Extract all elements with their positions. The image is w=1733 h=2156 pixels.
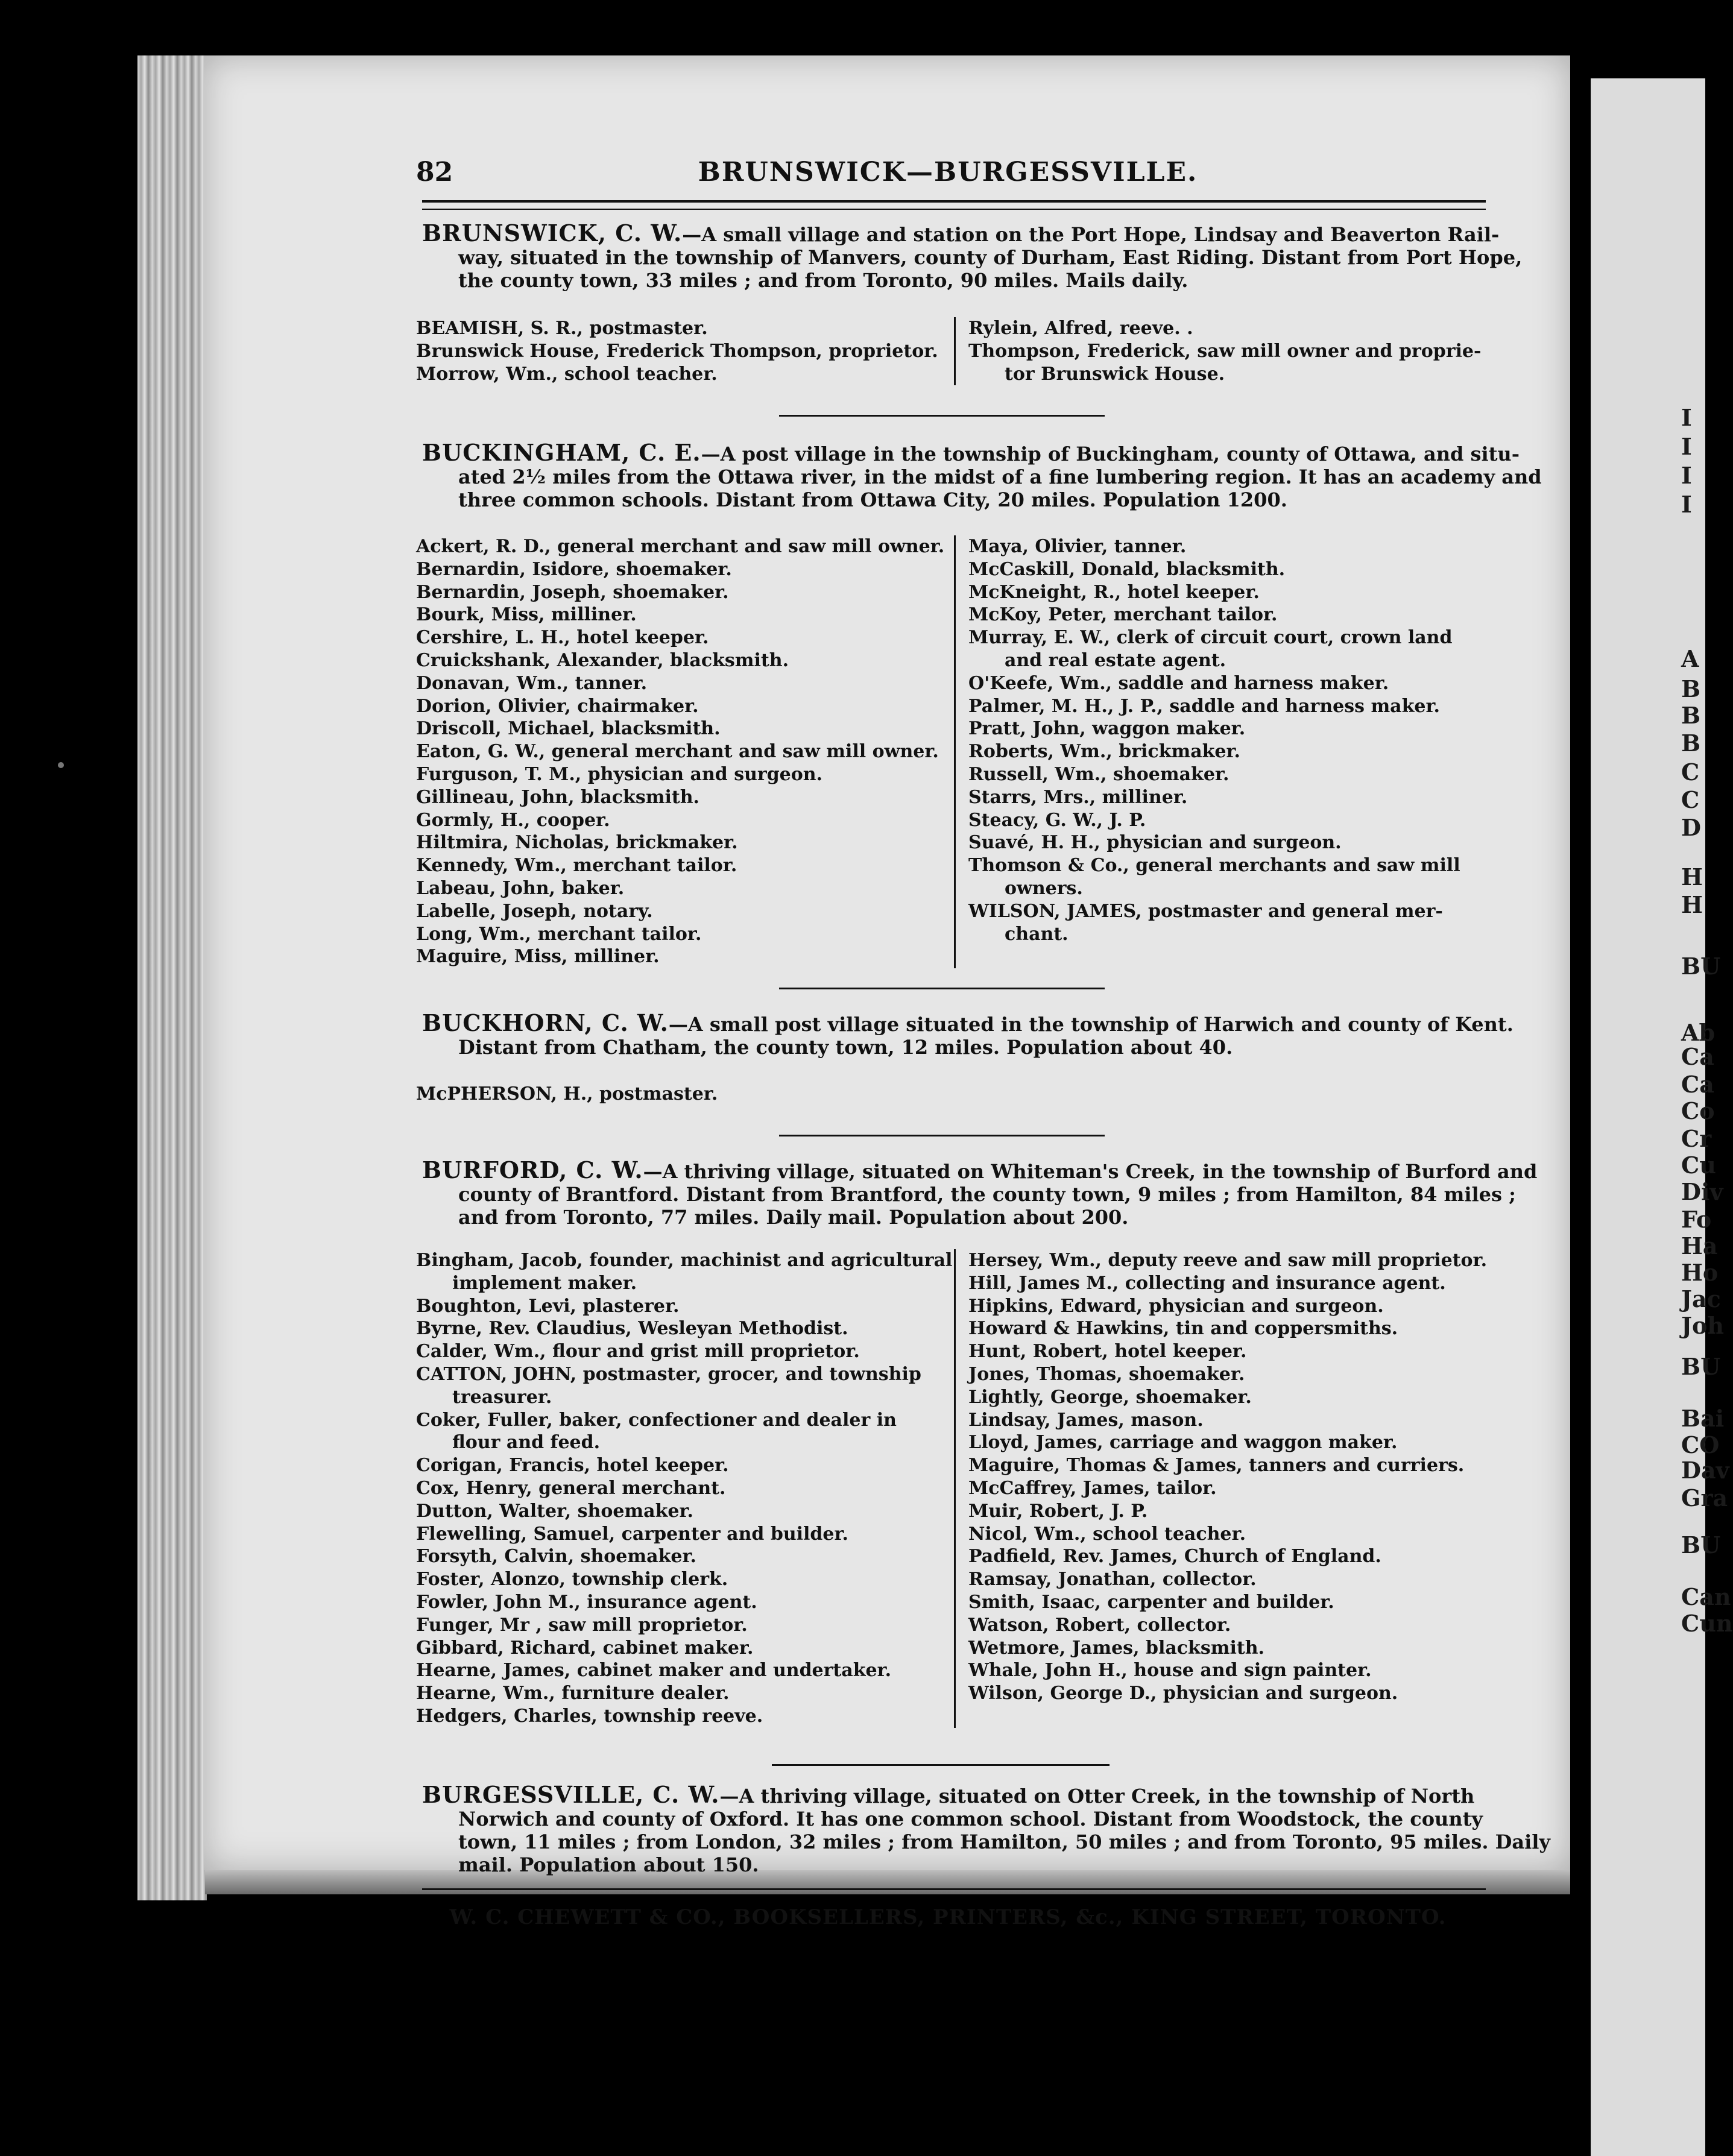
next-page-fragment: B	[1681, 702, 1701, 729]
listing-line: Palmer, M. H., J. P., saddle and harness maker.	[968, 695, 1440, 717]
listing-line: Labelle, Joseph, notary.	[416, 900, 653, 922]
next-page-fragment: C	[1681, 758, 1700, 786]
intro-line: Norwich and county of Oxford. It has one common school. Distant from Woodstock, the county	[458, 1808, 1483, 1830]
listing-line: Hiltmira, Nicholas, brickmaker.	[416, 832, 738, 854]
listing-column-left	[416, 535, 945, 968]
column-divider	[954, 1249, 956, 1728]
running-title: BRUNSWICK—BURGESSVILLE.	[698, 157, 1198, 188]
next-page-fragment: C	[1681, 786, 1700, 813]
next-page-fragment: Can	[1681, 1583, 1731, 1610]
next-page-fragment: B	[1681, 730, 1701, 757]
intro-line: —A thriving village, situated on Whiteman's Creek, in the township of Burford and	[643, 1160, 1538, 1183]
listing-line: Coker, Fuller, baker, confectioner and dealer in	[416, 1409, 897, 1431]
listing-line: Dorion, Olivier, chairmaker.	[416, 695, 699, 717]
next-page-fragment: BU	[1681, 1353, 1721, 1380]
intro-line: county of Brantford. Distant from Brantford, the county town, 9 miles ; from Hamilton, 84 miles ;	[458, 1183, 1516, 1206]
intro-line: way, situated in the township of Manvers, county of Durham, East Riding. Distant from Port Hope,	[458, 246, 1523, 269]
listing-line: implement maker.	[452, 1272, 637, 1294]
header-rule	[422, 200, 1486, 210]
listing-line: Driscoll, Michael, blacksmith.	[416, 718, 721, 740]
listing-line: McKneight, R., hotel keeper.	[968, 581, 1260, 603]
listing-line: Dutton, Walter, shoemaker.	[416, 1500, 693, 1522]
entry-buckingham-intro	[422, 439, 1542, 511]
next-page-fragment: I	[1681, 491, 1692, 518]
listing-line: Flewelling, Samuel, carpenter and builder.	[416, 1523, 848, 1545]
column-divider	[954, 535, 956, 968]
intro-line: mail. Population about 150.	[458, 1853, 759, 1876]
section-rule	[779, 415, 1105, 417]
listing-line: Maguire, Miss, milliner.	[416, 946, 660, 968]
listing-line: Hunt, Robert, hotel keeper.	[968, 1341, 1247, 1363]
listing-line: Funger, Mr , saw mill proprietor.	[416, 1614, 748, 1636]
listing-column-right	[968, 1249, 1486, 1705]
next-page-fragment: CO	[1681, 1431, 1720, 1458]
listing-line: Pratt, John, waggon maker.	[968, 718, 1246, 740]
next-page-fragment: Ca	[1681, 1071, 1714, 1098]
next-page-fragment: Dav	[1681, 1457, 1729, 1484]
entry-place-name: BUCKHORN, C. W.	[422, 1009, 669, 1036]
listing-line: Starrs, Mrs., milliner.	[968, 786, 1188, 808]
next-page-fragment: Jac	[1681, 1285, 1721, 1313]
listing-line: Fowler, John M., insurance agent.	[416, 1591, 757, 1613]
listing-line: flour and feed.	[452, 1432, 601, 1454]
listing-line: Furguson, T. M., physician and surgeon.	[416, 763, 823, 785]
listing-line: treasurer.	[452, 1386, 552, 1408]
listing-line: Forsyth, Calvin, shoemaker.	[416, 1546, 696, 1568]
intro-line: the county town, 33 miles ; and from Toronto, 90 miles. Mails daily.	[458, 269, 1188, 292]
listing-line: Lloyd, James, carriage and waggon maker.	[968, 1432, 1398, 1454]
next-page-fragment: Ha	[1681, 1232, 1718, 1259]
listing-line: Howard & Hawkins, tin and coppersmiths.	[968, 1318, 1398, 1340]
intro-line: —A thriving village, situated on Otter Creek, in the township of North	[719, 1785, 1475, 1808]
next-page-fragment: Co	[1681, 1097, 1715, 1124]
listing-line: Wetmore, James, blacksmith.	[968, 1637, 1264, 1659]
listing-line: Steacy, G. W., J. P.	[968, 809, 1146, 831]
listing-line: Boughton, Levi, plasterer.	[416, 1295, 680, 1317]
next-page-fragment: Cu	[1681, 1152, 1716, 1179]
listing-line: Rylein, Alfred, reeve. .	[968, 318, 1193, 339]
listing-line: CATTON, JOHN, postmaster, grocer, and township	[416, 1363, 921, 1385]
listing-line: Hedgers, Charles, township reeve.	[416, 1705, 763, 1727]
listing-line: Hipkins, Edward, physician and surgeon.	[968, 1295, 1384, 1317]
listing-line: Thompson, Frederick, saw mill owner and proprie-	[968, 340, 1482, 362]
scan-speck	[58, 762, 64, 768]
listing-line: Whale, John H., house and sign painter.	[968, 1660, 1372, 1682]
section-rule	[779, 1135, 1105, 1136]
page-footer: W. C. CHEWETT & CO., BOOKSELLERS, PRINTERS, &c., KING STREET, TORONTO.	[449, 1905, 1447, 1929]
listing-line: Brunswick House, Frederick Thompson, proprietor.	[416, 340, 938, 362]
listing-line: Corigan, Francis, hotel keeper.	[416, 1455, 729, 1477]
listing-line: Bourk, Miss, milliner.	[416, 604, 637, 626]
listing-line: Bernardin, Joseph, shoemaker.	[416, 581, 729, 603]
listing-column-left	[416, 317, 938, 385]
listing-line: Maya, Olivier, tanner.	[968, 536, 1187, 557]
listing-line: McPHERSON, H., postmaster.	[416, 1083, 718, 1105]
entry-place-name: BURGESSVILLE, C. W.	[422, 1781, 720, 1808]
next-page-fragment: Fo	[1681, 1206, 1712, 1233]
next-page-fragment: D	[1681, 814, 1701, 841]
listing-line: Thomson & Co., general merchants and saw mill	[968, 855, 1460, 877]
next-page-fragment: Ho	[1681, 1259, 1719, 1286]
intro-line: and from Toronto, 77 miles. Daily mail. Population about 200.	[458, 1206, 1129, 1229]
listing-line: O'Keefe, Wm., saddle and harness maker.	[968, 672, 1389, 694]
next-page-fragment: Gra	[1681, 1484, 1728, 1511]
next-page-fragment: I	[1681, 404, 1692, 431]
listing-line: Jones, Thomas, shoemaker.	[968, 1363, 1245, 1385]
next-page-fragment: I	[1681, 462, 1692, 489]
listing-line: Suavé, H. H., physician and surgeon.	[968, 832, 1342, 854]
listing-line: WILSON, JAMES, postmaster and general mer-	[968, 900, 1443, 922]
listing-line: tor Brunswick House.	[1005, 363, 1225, 385]
next-page-strip	[1591, 78, 1733, 2156]
next-page-fragment: Bai	[1681, 1405, 1725, 1432]
listing-line: Foster, Alonzo, township clerk.	[416, 1569, 728, 1590]
listing-line: Cershire, L. H., hotel keeper.	[416, 627, 709, 649]
listing-line: Bingham, Jacob, founder, machinist and agricultural	[416, 1250, 953, 1271]
entry-place-name: BUCKINGHAM, C. E.	[422, 439, 701, 466]
listing-line: Russell, Wm., shoemaker.	[968, 763, 1230, 785]
listing-line: Lindsay, James, mason.	[968, 1409, 1204, 1431]
listing-line: Long, Wm., merchant tailor.	[416, 923, 702, 945]
listing-line: Labeau, John, baker.	[416, 877, 625, 899]
next-page-fragment: A	[1681, 645, 1699, 672]
listing-line: Gillineau, John, blacksmith.	[416, 786, 699, 808]
entry-burford-intro	[422, 1156, 1538, 1229]
listing-line: Nicol, Wm., school teacher.	[968, 1523, 1246, 1545]
footer-rule	[422, 1888, 1486, 1890]
listing-line: Hersey, Wm., deputy reeve and saw mill proprietor.	[968, 1250, 1488, 1271]
listing-line: Gibbard, Richard, cabinet maker.	[416, 1637, 754, 1659]
listing-line: Cruickshank, Alexander, blacksmith.	[416, 649, 789, 671]
listing-line: Donavan, Wm., tanner.	[416, 672, 648, 694]
next-page-fragment: Div	[1681, 1178, 1723, 1205]
listing-line: Padfield, Rev. James, Church of England.	[968, 1546, 1381, 1568]
listing-line: owners.	[1005, 877, 1083, 899]
listing-line: Hill, James M., collecting and insurance agent.	[968, 1272, 1446, 1294]
listing-line: Gormly, H., cooper.	[416, 809, 610, 831]
section-rule	[779, 988, 1105, 989]
intro-line: —A small village and station on the Port Hope, Lindsay and Beaverton Rail-	[682, 223, 1500, 246]
listing-line: Bernardin, Isidore, shoemaker.	[416, 558, 732, 580]
listing-line: Ramsay, Jonathan, collector.	[968, 1569, 1257, 1590]
intro-line: ated 2½ miles from the Ottawa river, in the midst of a fine lumbering region. It has an academy and	[458, 465, 1542, 488]
next-page-fragment: Cr	[1681, 1125, 1712, 1152]
page-header	[410, 157, 1486, 193]
listing-line: Muir, Robert, J. P.	[968, 1500, 1148, 1522]
intro-line: —A post village in the township of Buckingham, county of Ottawa, and situ-	[701, 443, 1520, 465]
listing-line: chant.	[1005, 923, 1069, 945]
listing-line: Wilson, George D., physician and surgeon.	[968, 1683, 1398, 1704]
next-page-fragment: BU	[1681, 953, 1721, 980]
listing-line: Morrow, Wm., school teacher.	[416, 363, 718, 385]
listing-line: Watson, Robert, collector.	[968, 1614, 1231, 1636]
listing-line: Hearne, James, cabinet maker and undertaker.	[416, 1660, 892, 1682]
next-page-fragment: B	[1681, 675, 1701, 702]
next-page-fragment: Cun	[1681, 1610, 1733, 1637]
listing-column-left	[416, 1083, 935, 1106]
listing-column-right	[968, 535, 1486, 945]
entry-brunswick-intro	[422, 219, 1523, 292]
listing-line: Lightly, George, shoemaker.	[968, 1386, 1252, 1408]
listing-line: and real estate agent.	[1005, 649, 1226, 671]
listing-column-right	[968, 317, 1486, 385]
next-page-fragment: BU	[1681, 1531, 1721, 1559]
listing-line: Smith, Isaac, carpenter and builder.	[968, 1591, 1334, 1613]
entry-place-name: BRUNSWICK, C. W.	[422, 219, 683, 247]
listing-line: McCaskill, Donald, blacksmith.	[968, 558, 1286, 580]
next-page-fragment: Joh	[1681, 1312, 1724, 1339]
column-divider	[954, 317, 956, 385]
page-number: 82	[416, 157, 453, 188]
intro-line: three common schools. Distant from Ottawa City, 20 miles. Population 1200.	[458, 488, 1287, 511]
intro-line: town, 11 miles ; from London, 32 miles ; from Hamilton, 50 miles ; and from Toronto, 95 miles. Daily	[458, 1830, 1551, 1853]
listing-line: BEAMISH, S. R., postmaster.	[416, 318, 708, 339]
intro-line: —A small post village situated in the township of Harwich and county of Kent.	[668, 1013, 1514, 1036]
listing-line: Cox, Henry, general merchant.	[416, 1477, 726, 1499]
book-spine	[137, 55, 207, 1900]
entry-place-name: BURFORD, C. W.	[422, 1156, 643, 1184]
listing-line: Kennedy, Wm., merchant tailor.	[416, 855, 737, 877]
next-page-fragment: H	[1681, 891, 1703, 918]
listing-line: Maguire, Thomas & James, tanners and curriers.	[968, 1455, 1465, 1477]
listing-line: Murray, E. W., clerk of circuit court, crown land	[968, 627, 1453, 649]
next-page-fragment: Ca	[1681, 1043, 1714, 1070]
listing-line: Eaton, G. W., general merchant and saw mill owner.	[416, 741, 939, 763]
listing-line: Ackert, R. D., general merchant and saw mill owner.	[416, 536, 945, 557]
section-rule	[772, 1764, 1110, 1766]
listing-column-left	[416, 1249, 953, 1728]
next-page-fragment: H	[1681, 863, 1703, 890]
listing-line: Hearne, Wm., furniture dealer.	[416, 1683, 730, 1704]
next-page-fragment: I	[1681, 433, 1692, 460]
intro-line: Distant from Chatham, the county town, 12 miles. Population about 40.	[458, 1036, 1233, 1059]
listing-line: Byrne, Rev. Claudius, Wesleyan Methodist.	[416, 1318, 848, 1340]
listing-line: Roberts, Wm., brickmaker.	[968, 741, 1240, 763]
listing-line: Calder, Wm., flour and grist mill proprietor.	[416, 1341, 860, 1363]
listing-line: McCaffrey, James, tailor.	[968, 1477, 1217, 1499]
next-page-fragment: Ab	[1681, 1019, 1716, 1046]
listing-line: McKoy, Peter, merchant tailor.	[968, 604, 1278, 626]
entry-buckhorn-intro	[422, 1009, 1514, 1059]
entry-burgessville-intro	[422, 1781, 1551, 1876]
